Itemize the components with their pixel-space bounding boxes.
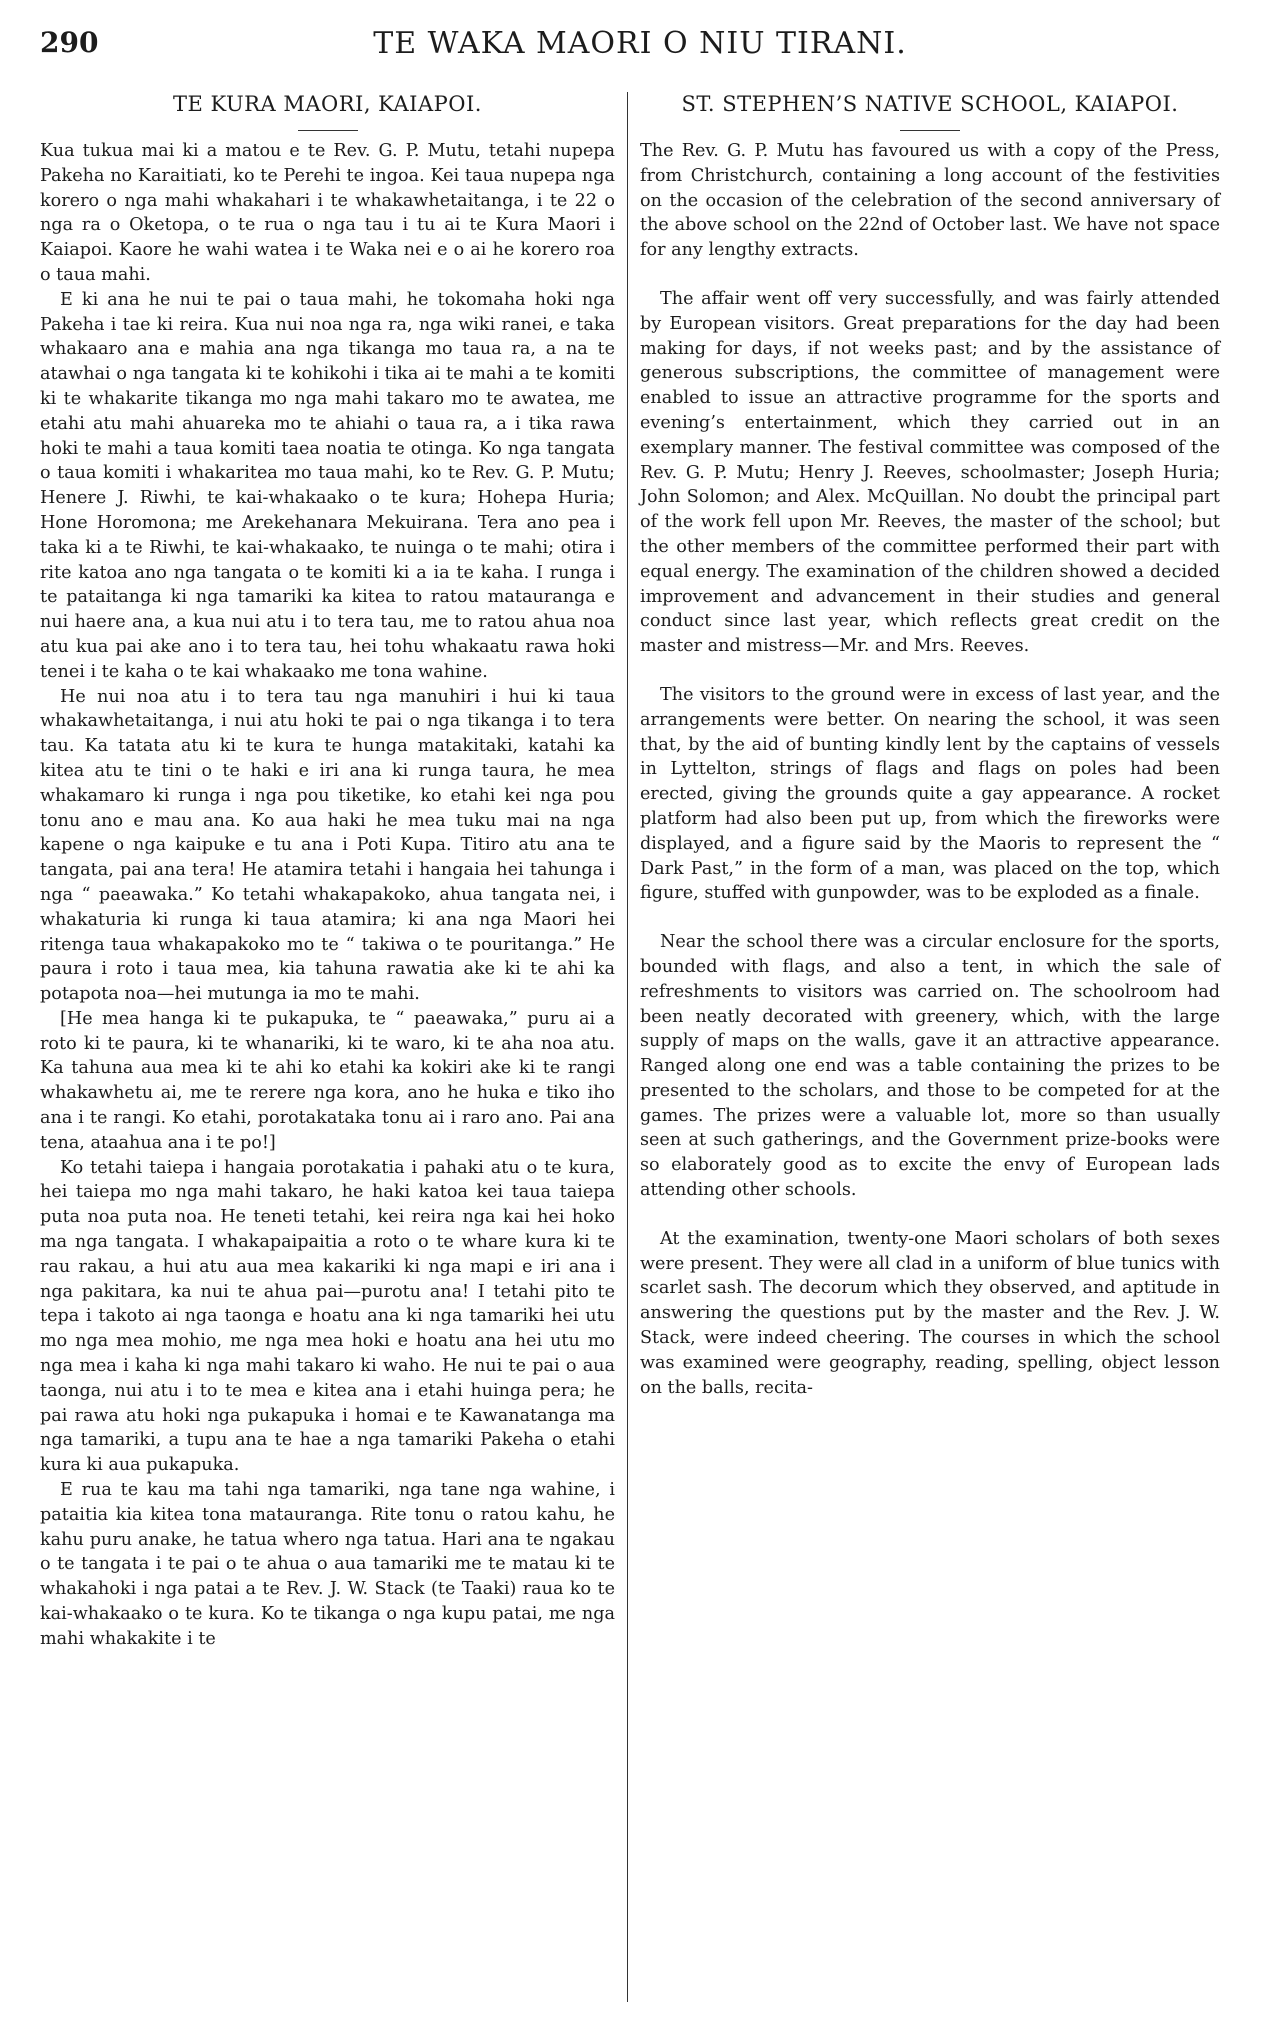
english-paragraph: At the examination, twenty-one Maori scholars of both sexes were present. They were all clad in a uniform of blue tunics with scarlet sash. The decorum which they observed, and aptitude in answering the questions put by the master and the Rev. J. W. Stack, were indeed cheering. The courses in which the school was examined were geography, reading, spelling, object lesson on the balls, recita- — [640, 1228, 1220, 1398]
maori-column — [40, 92, 615, 1652]
maori-article-heading: TE KURA MAORI, KAIAPOI. — [173, 92, 482, 116]
english-paragraph: The Rev. G. P. Mutu has favoured us with a copy of the Press, from Christchurch, containing a long account of the festivities on the occasion of the celebration of the second anniversary of the above school on the 22nd of October last. We have not space for any lengthy extracts. — [640, 141, 1220, 261]
maori-paragraph: Ko tetahi taiepa i hangaia porotakatia i pahaki atu o te kura, hei taiepa mo nga mahi takaro, he haki katoa kei taua taiepa puta noa puta noa. He teneti tetahi, kei reira nga kai hei hoko ma nga tangata. I whakapaipaitia a roto o te whare kura ki te rau rakau, a hui atu aua mea kakariki ki nga mapi e iri ana i nga pakitara, ka nui te ahua pai—purotu ana! I tetahi pito te tepa i takoto ai nga taonga e hoatu ana ki nga tamariki hei utu mo nga mea mohio, me nga mea hoki e hoatu ana hei utu mo nga mea i kaha ki nga mahi takaro ki waho. He nui te pai o aua taonga, nui atu i to te mea e kitea ana i etahi huinga pera; he pai rawa atu hoki nga pukapuka i homai e te Kawanatanga ma nga tamariki, a tupu ana te hae a nga tamariki Pakeha o etahi kura ki aua pukapuka. — [40, 1157, 615, 1476]
maori-paragraph: Kua tukua mai ki a matou e te Rev. G. P. Mutu, tetahi nupepa Pakeha no Karaitiati, ko te Perehi te ingoa. Kei taua nupepa nga korero o nga mahi whakahari i te whakawhetaitanga, i te 22 o nga ra o Oketopa, o te rua o nga tau i tu ai te Kura Maori i Kaiapoi. Kaore he wahi watea i te Waka nei e o ai he korero roa o taua mahi. — [40, 141, 615, 285]
maori-paragraph: E ki ana he nui te pai o taua mahi, he tokomaha hoki nga Pakeha i tae ki reira. Kua nui noa nga ra, nga wiki ranei, e taka whakaaro ana e mahia ana nga tikanga mo taua ra, a na te atawhai o nga tangata ki te kohikohi i tika ai te mahi a te komiti ki te whakarite tikanga mo nga mahi takaro mo te awatea, me etahi atu mahi ahuareka mo te ahiahi o taua ra, a i tika rawa hoki te mahi a taua komiti taea noatia te otinga. Ko nga tangata o taua komiti i whakaritea mo taua mahi, ko te Rev. G. P. Mutu; Henere J. Riwhi, te kai-whakaako o te kura; Hohepa Huria; Hone Horomona; me Arekehanara Mekuirana. Tera ano pea i taka ki a te Riwhi, te kai-whakaako, te nuinga o te mahi; otira i rite katoa ano nga tangata o te komiti ki a ia te kaha. I runga i te pataitanga ki nga tamariki ka kitea to ratou matauranga e nui haere ana, a kua nui atu i to tera tau, me to ratou ahua noa atu kua pai ake ano i to tera tau, hei tohu whakaatu rawa hoki tenei i te kaha o te kai whakaako me tona wahine. — [40, 289, 615, 682]
english-paragraph: Near the school there was a circular enclosure for the sports, bounded with flags, and also a tent, in which the sale of refreshments to visitors was carried on. The schoolroom had been neatly decorated with greenery, which, with the large supply of maps on the walls, gave it an attractive appearance. Ranged along one end was a table containing the prizes to be presented to the scholars, and those to be competed for at the games. The prizes were a valuable lot, more so than usually seen at such gatherings, and the Government prize-books were so elaborately good as to excite the envy of European lads attending other schools. — [640, 932, 1220, 1201]
heading-rule — [298, 130, 358, 131]
page-number: 290 — [40, 26, 99, 59]
column-divider — [627, 92, 628, 2002]
english-paragraph: The visitors to the ground were in excess of last year, and the arrangements were better. On nearing the school, it was seen that, by the aid of bunting kindly lent by the captains of vessels in Lyttelton, strings of flags and flags on poles had been erected, giving the grounds quite a gay appearance. A rocket platform had also been put up, from which the fireworks were displayed, and a figure said by the Maoris to represent the “ Dark Past,” in the form of a man, was placed on the top, which figure, stuffed with gunpowder, was to be exploded as a finale. — [640, 684, 1220, 904]
english-article-heading: ST. STEPHEN’S NATIVE SCHOOL, KAIAPOI. — [681, 92, 1179, 116]
running-head: TE WAKA MAORI O NIU TIRANI. — [373, 26, 907, 61]
maori-paragraph: He nui noa atu i to tera tau nga manuhiri i hui ki taua whakawhetaitanga, i nui atu hoki te pai o nga tikanga i to tera tau. Ka tatata atu ki te kura te hunga matakitaki, katahi ka kitea atu te tini o te haki e iri ana ki runga taura, he mea whakamaro ki runga i nga pou tiketike, ko etahi kei nga pou tonu ano e mau ana. Ko aua haki he mea tuku mai na nga kapene o nga kaipuke e tu ana i Poti Kupa. Titiro atu ana te tangata, pai ana tera! He atamira tetahi i hangaia hei tahunga i nga “ paeawaka.” Ko tetahi whakapakoko, ahua tangata nei, i whakaturia ki runga ki taua atamira; ki ana nga Maori hei ritenga taua whakapakoko mo te “ takiwa o te pouritanga.” He paura i roto i taua mea, kia tahuna rawatia ake ki te ahi ka potapota noa—hei mutunga ia mo te mahi. — [40, 686, 615, 1005]
heading-rule — [900, 130, 960, 131]
maori-paragraph: E rua te kau ma tahi nga tamariki, nga tane nga wahine, i pataitia kia kitea tona matauranga. Rite tonu o ratou kahu, he kahu puru anake, he tatua whero nga tatua. Hari ana te ngakau o te tangata i te pai o te ahua o aua tamariki me te matau ki te whakahoki i nga patai a te Rev. J. W. Stack (te Taaki) raua ko te kai-whakaako o te kura. Ko te tikanga o nga kupu patai, me nga mahi whakakite i te — [40, 1480, 615, 1649]
english-column — [640, 92, 1220, 1400]
maori-paragraph: [He mea hanga ki te pukapuka, te “ paeawaka,” puru ai a roto ki te paura, ki te whanariki, ki te waro, ki te aha noa atu. Ka tahuna aua mea ki te ahi ko etahi ka kokiri ake ki te rangi whakawhetu ai, me te rerere nga kora, ano he huka e tiko iho ana i te rangi. Ko etahi, porotakataka tonu ai i raro ano. Pai ana tena, ataahua ana i te po!] — [40, 1008, 615, 1153]
english-paragraph: The affair went off very successfully, and was fairly attended by European visitors. Great preparations for the day had been making for days, if not weeks past; and by the assistance of generous subscriptions, the committee of management were enabled to issue an attractive programme for the sports and evening’s entertainment, which they carried out in an exemplary manner. The festival committee was composed of the Rev. G. P. Mutu; Henry J. Reeves, schoolmaster; Joseph Huria; John Solomon; and Alex. McQuillan. No doubt the principal part of the work fell upon Mr. Reeves, the master of the school; but the other members of the committee performed their part with equal energy. The examination of the children showed a decided improvement and advancement in their studies and general conduct since last year, which reflects great credit on the master and mistress—Mr. and Mrs. Reeves. — [640, 288, 1220, 657]
